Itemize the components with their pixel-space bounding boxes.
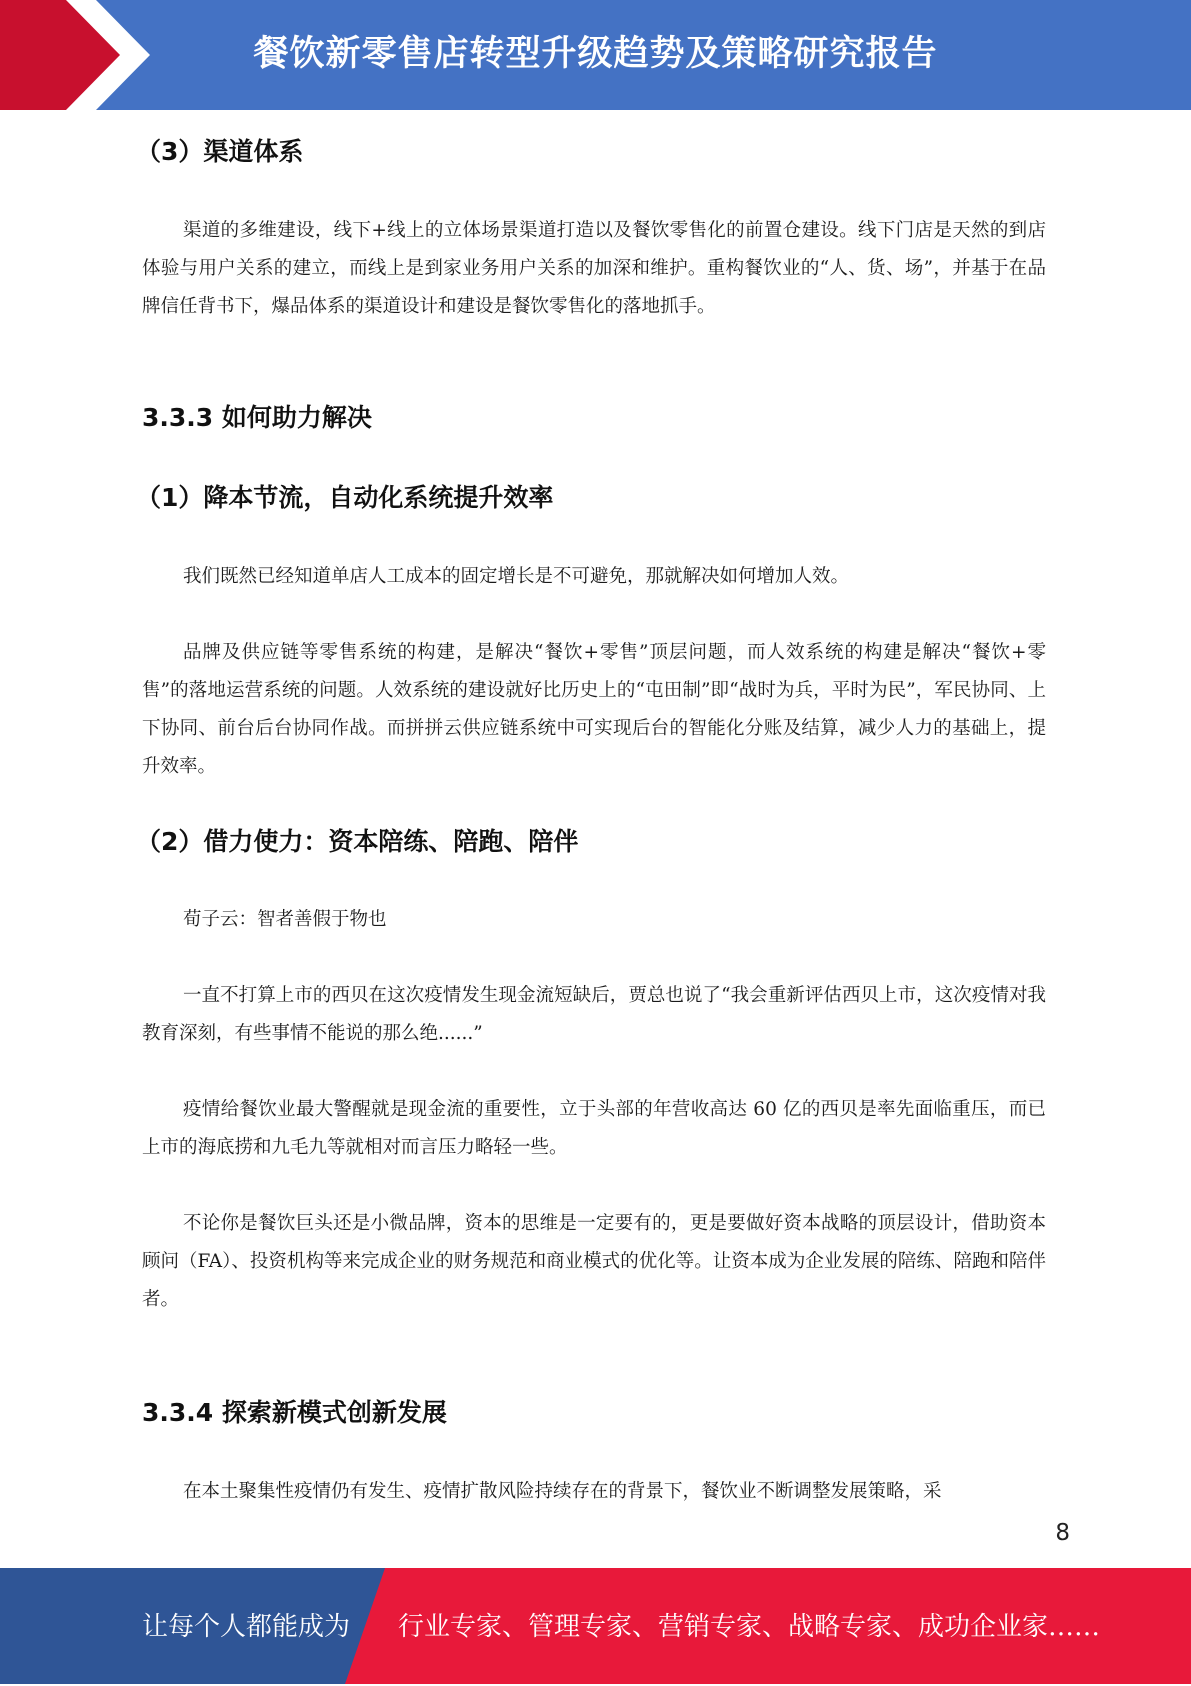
heading-section-3-3-4: 3.3.4 探索新模式创新发展 <box>142 1398 447 1427</box>
paragraph-capital-2: 一直不打算上市的西贝在这次疫情发生现金流短缺后，贾总也说了“我会重新评估西贝上市，这次疫情对我教育深刻，有些事情不能说的那么绝......” <box>142 985 1046 1044</box>
paragraph-capital-3: 疫情给餐饮业最大警醒就是现金流的重要性，立于头部的年营收高达 60 亿的西贝是率先面临重压，而已上市的海底捞和九毛九等就相对而言压力略轻一些。 <box>142 1099 1046 1158</box>
heading-capital: （2）借力使力：资本陪练、陪跑、陪伴 <box>136 827 579 856</box>
paragraph-capital-4: 不论你是餐饮巨头还是小微品牌，资本的思维是一定要有的，更是要做好资本战略的顶层设计，借助资本顾问（FA）、投资机构等来完成企业的财务规范和商业模式的优化等。让资本成为企业发展的陪练、陪跑和陪伴者。 <box>142 1213 1046 1310</box>
heading-section-3-3-3: 3.3.3 如何助力解决 <box>142 403 372 432</box>
footer-banner <box>0 1568 1191 1684</box>
heading-cost-reduction: （1）降本节流，自动化系统提升效率 <box>136 483 554 512</box>
paragraph-channel: 渠道的多维建设，线下+线上的立体场景渠道打造以及餐饮零售化的前置仓建设。线下门店是天然的到店体验与用户关系的建立，而线上是到家业务用户关系的加深和维护。重构餐饮业的“人、货、场”，并基于在品牌信任背书下，爆品体系的渠道设计和建设是餐饮零售化的落地抓手。 <box>142 220 1046 317</box>
header-banner <box>0 0 1191 110</box>
footer-slogan-left: 让每个人都能成为 <box>142 1612 351 1642</box>
header-red-chevron <box>0 0 140 110</box>
paragraph-capital-1: 荀子云：智者善假于物也 <box>183 909 387 930</box>
page-number: 8 <box>1055 1520 1070 1546</box>
heading-channel-system: （3）渠道体系 <box>136 137 304 166</box>
paragraph-cost-2: 品牌及供应链等零售系统的构建，是解决“餐饮+零售”顶层问题，而人效系统的构建是解决“餐饮+零售”的落地运营系统的问题。人效系统的建设就好比历史上的“屯田制”即“战时为兵，平时为民”，军民协同、上下协同、前台后台协同作战。而拼拼云供应链系统中可实现后台的智能化分账及结算，减少人力的基础上，提升效率。 <box>142 642 1046 777</box>
report-title: 餐饮新零售店转型升级趋势及策略研究报告 <box>253 34 938 74</box>
footer-slogan-right: 行业专家、管理专家、营销专家、战略专家、成功企业家…… <box>398 1612 1101 1642</box>
paragraph-cost-1: 我们既然已经知道单店人工成本的固定增长是不可避免，那就解决如何增加人效。 <box>183 566 850 587</box>
paragraph-new-model: 在本土聚集性疫情仍有发生、疫情扩散风险持续存在的背景下，餐饮业不断调整发展策略，采 <box>183 1481 942 1502</box>
